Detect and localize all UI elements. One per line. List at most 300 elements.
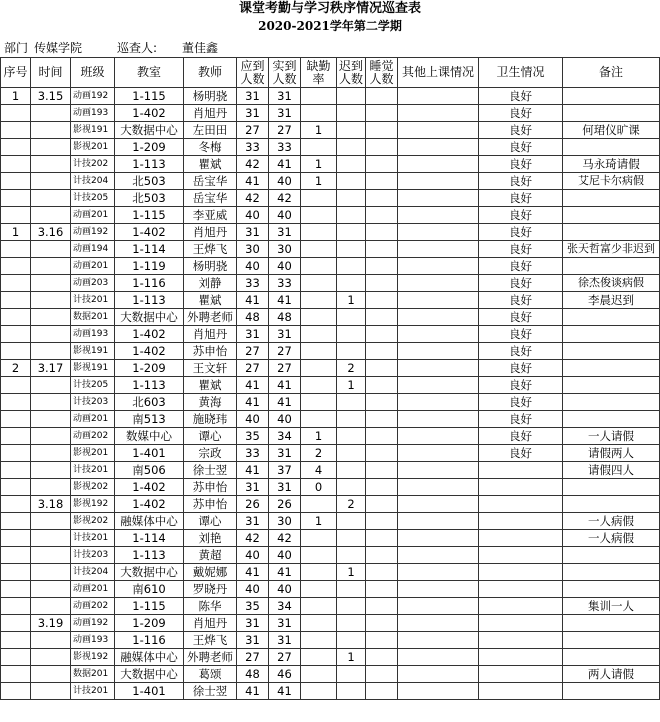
cell-sleeping [366,462,398,479]
cell-expected: 31 [237,513,269,530]
cell-class: 影视191 [71,343,115,360]
cell-expected: 31 [237,88,269,105]
cell-absence-rate [301,683,337,700]
cell-absence-rate [301,292,337,309]
cell-present: 40 [269,411,301,428]
cell-teacher: 左田田 [184,122,237,139]
cell-expected: 48 [237,309,269,326]
cell-sleeping [366,479,398,496]
cell-remarks [563,496,660,513]
cell-room: 1-401 [115,683,184,700]
cell-expected: 41 [237,462,269,479]
cell-hygiene: 良好 [479,360,563,377]
table-row [1,343,660,360]
cell-teacher: 瞿斌 [184,292,237,309]
cell-room: 南610 [115,581,184,598]
cell-present: 33 [269,275,301,292]
cell-sleeping [366,666,398,683]
cell-present: 41 [269,292,301,309]
cell-teacher: 徐士翌 [184,683,237,700]
cell-teacher: 苏申怡 [184,479,237,496]
cell-remarks [563,309,660,326]
cell-sleeping [366,649,398,666]
cell-hygiene: 良好 [479,343,563,360]
header-col-other: 其他上课情况 [398,58,479,88]
cell-present: 31 [269,105,301,122]
cell-late: 2 [337,496,366,513]
cell-teacher: 王文轩 [184,360,237,377]
table-row [1,258,660,275]
cell-room: 1-402 [115,496,184,513]
cell-remarks: 一人病假 [563,513,660,530]
cell-expected: 33 [237,275,269,292]
cell-class: 计技201 [71,683,115,700]
cell-present: 48 [269,309,301,326]
cell-class: 动画192 [71,88,115,105]
cell-teacher: 杨明骁 [184,258,237,275]
cell-expected: 35 [237,598,269,615]
cell-other [398,479,479,496]
table-row [1,666,660,683]
cell-index [1,496,31,513]
cell-index: 1 [1,88,31,105]
cell-class: 动画194 [71,241,115,258]
cell-sleeping [366,564,398,581]
table-row [1,377,660,394]
header-col-expected: 应到人数 [237,58,269,88]
cell-class: 影视191 [71,360,115,377]
cell-class: 计技202 [71,156,115,173]
cell-class: 计技203 [71,394,115,411]
cell-hygiene [479,615,563,632]
table-row [1,122,660,139]
cell-absence-rate: 1 [301,513,337,530]
table-row [1,309,660,326]
cell-teacher: 戴妮娜 [184,564,237,581]
cell-index: 1 [1,224,31,241]
cell-index [1,615,31,632]
cell-present: 27 [269,360,301,377]
cell-sleeping [366,173,398,190]
header-col-teacher: 教师 [184,58,237,88]
cell-time [31,207,71,224]
cell-room: 1-119 [115,258,184,275]
cell-time [31,122,71,139]
table-row [1,326,660,343]
cell-time: 3.18 [31,496,71,513]
cell-absence-rate [301,241,337,258]
cell-teacher: 杨明骁 [184,88,237,105]
cell-present: 41 [269,683,301,700]
cell-sleeping [366,224,398,241]
cell-teacher: 王烨飞 [184,632,237,649]
cell-present: 46 [269,666,301,683]
cell-room: 北503 [115,173,184,190]
cell-present: 37 [269,462,301,479]
cell-class: 动画201 [71,258,115,275]
cell-absence-rate [301,581,337,598]
table-body [1,88,660,700]
cell-time: 3.19 [31,615,71,632]
cell-room: 1-113 [115,377,184,394]
cell-other [398,530,479,547]
cell-hygiene: 良好 [479,105,563,122]
cell-present: 31 [269,88,301,105]
cell-absence-rate [301,309,337,326]
inspector-label: 巡查人: [117,41,158,55]
cell-index [1,683,31,700]
cell-remarks [563,105,660,122]
cell-index [1,326,31,343]
cell-time [31,105,71,122]
cell-remarks: 李晨迟到 [563,292,660,309]
cell-late [337,343,366,360]
sheet-title: 课堂考勤与学习秩序情况巡查表 [238,1,421,16]
cell-present: 27 [269,343,301,360]
sheet-subtitle: 2020-2021学年第二学期 [258,19,402,33]
cell-class: 计技205 [71,377,115,394]
cell-late [337,122,366,139]
table-row [1,224,660,241]
cell-room: 1-115 [115,207,184,224]
cell-other [398,513,479,530]
cell-class: 动画192 [71,615,115,632]
dept-value: 传媒学院 [34,41,83,55]
cell-time [31,445,71,462]
cell-present: 31 [269,615,301,632]
cell-sleeping [366,326,398,343]
table-row [1,241,660,258]
cell-teacher: 徐士翌 [184,462,237,479]
cell-late: 2 [337,360,366,377]
cell-sleeping [366,598,398,615]
cell-expected: 31 [237,105,269,122]
cell-present: 40 [269,173,301,190]
table-row [1,275,660,292]
cell-absence-rate: 1 [301,122,337,139]
cell-class: 计技201 [71,292,115,309]
cell-time [31,275,71,292]
cell-teacher: 肖旭丹 [184,326,237,343]
cell-teacher: 刘静 [184,275,237,292]
cell-late [337,513,366,530]
table-row [1,360,660,377]
cell-remarks [563,632,660,649]
cell-teacher: 肖旭丹 [184,224,237,241]
cell-sleeping [366,445,398,462]
cell-absence-rate [301,139,337,156]
cell-index [1,581,31,598]
cell-teacher: 瞿斌 [184,156,237,173]
cell-remarks: 张天哲富少非迟到 [563,241,660,258]
cell-late [337,598,366,615]
cell-expected: 27 [237,360,269,377]
cell-absence-rate [301,632,337,649]
cell-time [31,598,71,615]
cell-room: 1-113 [115,156,184,173]
cell-other [398,190,479,207]
cell-absence-rate [301,615,337,632]
cell-room: 融媒体中心 [115,649,184,666]
cell-teacher: 外聘老师 [184,309,237,326]
header-col-remarks: 备注 [563,58,660,88]
cell-remarks [563,649,660,666]
cell-absence-rate [301,547,337,564]
table-row [1,394,660,411]
cell-hygiene [479,649,563,666]
cell-late [337,411,366,428]
cell-late [337,139,366,156]
table-row [1,411,660,428]
cell-teacher: 黄海 [184,394,237,411]
table-row [1,615,660,632]
cell-hygiene [479,564,563,581]
cell-other [398,428,479,445]
cell-teacher: 葛颂 [184,666,237,683]
table-row [1,88,660,105]
cell-remarks: 一人请假 [563,428,660,445]
cell-hygiene: 良好 [479,411,563,428]
cell-index [1,462,31,479]
cell-time [31,530,71,547]
cell-room: 1-402 [115,343,184,360]
cell-absence-rate [301,275,337,292]
cell-present: 31 [269,632,301,649]
cell-expected: 40 [237,258,269,275]
cell-late [337,224,366,241]
cell-other [398,156,479,173]
cell-other [398,360,479,377]
cell-expected: 41 [237,292,269,309]
cell-late [337,326,366,343]
cell-hygiene: 良好 [479,156,563,173]
cell-time [31,547,71,564]
cell-other [398,224,479,241]
cell-sleeping [366,258,398,275]
cell-index [1,649,31,666]
cell-time [31,309,71,326]
cell-hygiene: 良好 [479,122,563,139]
cell-room: 北603 [115,394,184,411]
cell-time [31,173,71,190]
cell-class: 动画202 [71,428,115,445]
cell-other [398,615,479,632]
cell-sleeping [366,615,398,632]
cell-present: 31 [269,224,301,241]
cell-expected: 33 [237,445,269,462]
cell-room: 1-209 [115,615,184,632]
cell-class: 动画193 [71,105,115,122]
cell-time [31,564,71,581]
cell-hygiene [479,598,563,615]
cell-class: 影视192 [71,649,115,666]
cell-expected: 41 [237,394,269,411]
cell-present: 41 [269,156,301,173]
cell-time [31,411,71,428]
header-col-sleeping: 睡觉人数 [366,58,398,88]
cell-class: 影视192 [71,496,115,513]
cell-sleeping [366,292,398,309]
cell-hygiene: 良好 [479,207,563,224]
header-col-hygiene: 卫生情况 [479,58,563,88]
cell-index: 2 [1,360,31,377]
cell-other [398,122,479,139]
table-row [1,598,660,615]
cell-teacher: 瞿斌 [184,377,237,394]
cell-teacher: 王烨飞 [184,241,237,258]
cell-remarks [563,377,660,394]
cell-other [398,649,479,666]
cell-present: 41 [269,394,301,411]
cell-absence-rate [301,326,337,343]
cell-other [398,292,479,309]
cell-present: 40 [269,547,301,564]
cell-absence-rate: 1 [301,156,337,173]
cell-class: 动画192 [71,224,115,241]
cell-present: 26 [269,496,301,513]
cell-late [337,445,366,462]
cell-hygiene: 良好 [479,224,563,241]
cell-hygiene: 良好 [479,377,563,394]
cell-teacher: 苏申怡 [184,496,237,513]
cell-sleeping [366,377,398,394]
cell-other [398,139,479,156]
cell-late: 1 [337,377,366,394]
cell-remarks: 集训一人 [563,598,660,615]
attendance-table [0,57,660,700]
cell-room: 1-116 [115,632,184,649]
cell-class: 数据201 [71,666,115,683]
cell-late [337,632,366,649]
cell-sleeping [366,581,398,598]
cell-index [1,530,31,547]
cell-remarks [563,326,660,343]
header-col-index: 序号 [1,58,31,88]
cell-room: 1-402 [115,224,184,241]
cell-remarks [563,683,660,700]
cell-late [337,173,366,190]
cell-teacher: 谭心 [184,428,237,445]
table-row [1,207,660,224]
cell-other [398,394,479,411]
cell-index [1,122,31,139]
cell-time [31,156,71,173]
cell-hygiene [479,479,563,496]
cell-other [398,547,479,564]
cell-remarks: 一人病假 [563,530,660,547]
cell-room: 1-116 [115,275,184,292]
cell-present: 27 [269,122,301,139]
cell-room: 大数据中心 [115,122,184,139]
cell-hygiene: 良好 [479,88,563,105]
header-col-time: 时间 [31,58,71,88]
cell-expected: 31 [237,224,269,241]
cell-present: 40 [269,207,301,224]
cell-absence-rate [301,88,337,105]
cell-expected: 26 [237,496,269,513]
cell-hygiene [479,581,563,598]
cell-absence-rate [301,190,337,207]
cell-hygiene: 良好 [479,258,563,275]
cell-index [1,190,31,207]
cell-hygiene: 良好 [479,190,563,207]
cell-expected: 35 [237,428,269,445]
cell-sleeping [366,530,398,547]
cell-other [398,683,479,700]
cell-late [337,666,366,683]
cell-sleeping [366,683,398,700]
cell-index [1,479,31,496]
cell-time [31,479,71,496]
cell-other [398,207,479,224]
cell-hygiene: 良好 [479,173,563,190]
cell-other [398,275,479,292]
header-col-class: 班级 [71,58,115,88]
table-row [1,564,660,581]
cell-index [1,275,31,292]
cell-remarks: 何珺仪旷课 [563,122,660,139]
cell-expected: 42 [237,156,269,173]
cell-absence-rate [301,394,337,411]
cell-remarks: 请假四人 [563,462,660,479]
cell-absence-rate: 1 [301,173,337,190]
cell-class: 数据201 [71,309,115,326]
cell-expected: 27 [237,649,269,666]
cell-expected: 40 [237,581,269,598]
table-row [1,292,660,309]
cell-expected: 31 [237,632,269,649]
cell-present: 40 [269,258,301,275]
cell-absence-rate [301,496,337,513]
cell-teacher: 岳宝华 [184,173,237,190]
cell-sleeping [366,343,398,360]
cell-late [337,581,366,598]
table-row [1,513,660,530]
cell-time: 3.15 [31,88,71,105]
table-row [1,530,660,547]
cell-room: 1-402 [115,326,184,343]
cell-remarks [563,547,660,564]
cell-sleeping [366,632,398,649]
cell-teacher: 冬梅 [184,139,237,156]
cell-index [1,241,31,258]
cell-class: 影视202 [71,479,115,496]
cell-late [337,547,366,564]
cell-index [1,394,31,411]
header-row [1,58,660,88]
cell-other [398,241,479,258]
cell-late [337,190,366,207]
cell-expected: 30 [237,241,269,258]
cell-absence-rate [301,258,337,275]
cell-index [1,428,31,445]
cell-expected: 31 [237,615,269,632]
cell-teacher: 陈华 [184,598,237,615]
cell-class: 动画202 [71,598,115,615]
cell-expected: 41 [237,377,269,394]
cell-sleeping [366,88,398,105]
cell-expected: 31 [237,326,269,343]
cell-present: 30 [269,241,301,258]
cell-hygiene [479,462,563,479]
cell-remarks [563,615,660,632]
header-col-late: 迟到人数 [337,58,366,88]
cell-index [1,156,31,173]
cell-hygiene: 良好 [479,394,563,411]
cell-room: 大数据中心 [115,666,184,683]
cell-absence-rate [301,360,337,377]
cell-remarks: 艾尼卡尔病假 [563,173,660,190]
